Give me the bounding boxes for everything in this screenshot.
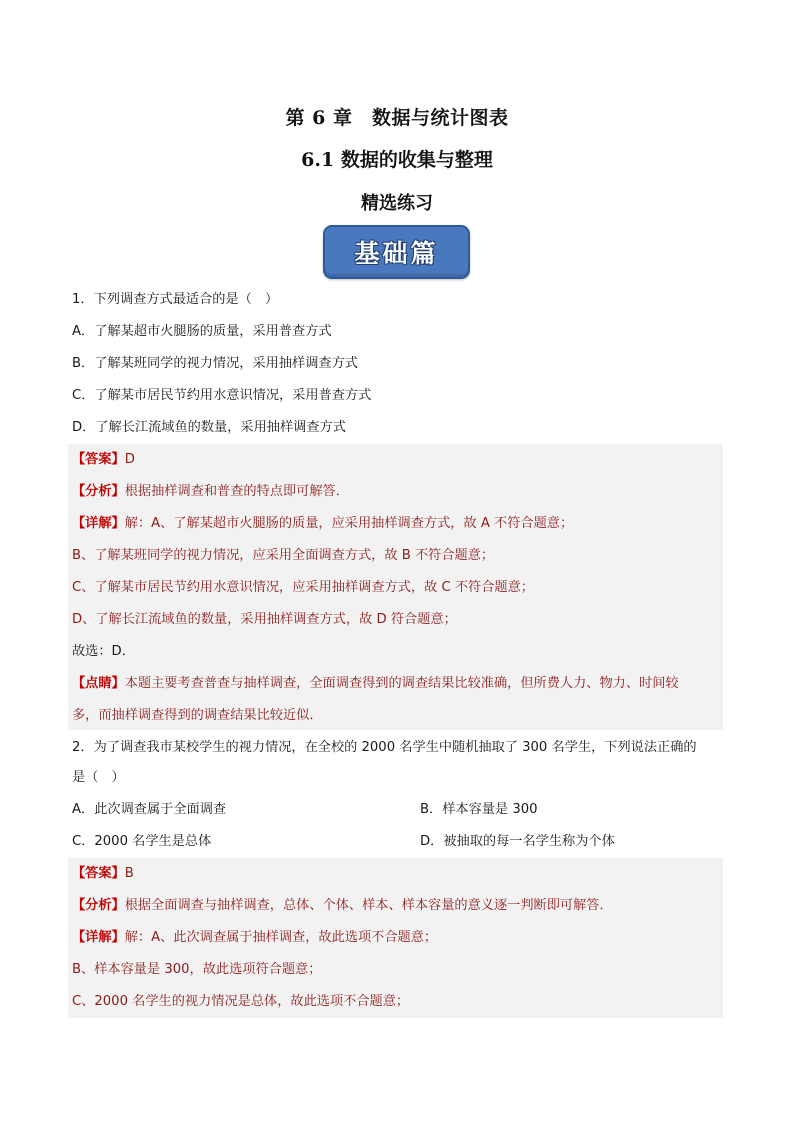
q2-stem: 2．为了调查我市某校学生的视力情况，在全校的 2000 名学生中随机抽取了 300 名学生，下列说法正确的 [72,740,697,755]
q2-option-b: B．样本容量是 300 [420,802,538,817]
analysis-tag: 【分析】 [72,898,125,913]
analysis-text: 根据抽样调查和普查的特点即可解答． [124,484,349,499]
q2-analysis [72,896,722,916]
level-badge-label: 基础篇 [354,239,439,268]
q1-detail-line [72,514,722,534]
q2-option-a: A．此次调查属于全面调查 [72,802,227,817]
q1-detail-line: D、了解长江流域鱼的数量，采用抽样调查方式，故 D 符合题意； [72,612,457,627]
subtitle: 精选练习 [361,193,433,214]
analysis-text: 根据全面调查与抽样调查，总体、个体、样本、样本容量的意义逐一判断即可解答． [124,898,613,913]
q1-stem: 1．下列调查方式最适合的是（ ） [72,292,279,307]
detail-tag: 【详解】 [72,516,125,531]
q2-detail-line [72,928,722,948]
answer-value: D [124,452,135,467]
q2-detail-line: B、样本容量是 300，故此选项符合题意； [72,962,322,977]
detail-text: 解：A、了解某超市火腿肠的质量，应采用抽样调查方式，故 A 不符合题意； [124,516,574,531]
q1-conclusion: 故选：D． [72,644,135,659]
q2-detail-line: C、2000 名学生的视力情况是总体，故此选项不合题意； [72,994,410,1009]
q1-option-a: A．了解某超市火腿肠的质量，采用普查方式 [72,324,332,339]
section-title: 6.1 数据的收集与整理 [301,149,493,171]
comment-text: 本题主要考查普查与抽样调查，全面调查得到的调查结果比较准确，但所费人力、物力、时间较 [124,676,679,691]
detail-text: 解：A、此次调查属于抽样调查，故此选项不合题意； [124,930,438,945]
detail-tag: 【详解】 [72,930,125,945]
q1-comment [72,674,722,694]
answer-tag: 【答案】 [72,452,125,467]
q1-comment-cont: 多，而抽样调查得到的调查结果比较近似． [72,708,323,723]
analysis-tag: 【分析】 [72,484,125,499]
q2-options-row-2 [72,832,722,852]
answer-tag: 【答案】 [72,866,125,881]
level-badge [323,225,470,279]
q1-option-b: B．了解某班同学的视力情况，采用抽样调查方式 [72,356,358,371]
q1-answer [72,450,722,470]
q1-analysis [72,482,722,502]
q2-option-d: D．被抽取的每一名学生称为个体 [420,834,615,849]
comment-tag: 【点睛】 [72,676,125,691]
q2-option-c: C．2000 名学生是总体 [72,834,212,849]
chapter-title: 第 6 章 数据与统计图表 [285,107,509,129]
q1-option-c: C．了解某市居民节约用水意识情况，采用普查方式 [72,388,372,403]
q2-options-row-1 [72,800,722,820]
q1-option-d: D．了解长江流域鱼的数量，采用抽样调查方式 [72,420,346,435]
answer-value: B [124,866,134,881]
q1-detail-line: B、了解某班同学的视力情况，应采用全面调查方式，故 B 不符合题意； [72,548,495,563]
q2-answer [72,864,722,884]
q1-detail-line: C、了解某市居民节约用水意识情况，应采用抽样调查方式，故 C 不符合题意； [72,580,534,595]
q2-stem-cont: 是（ ） [72,770,125,785]
